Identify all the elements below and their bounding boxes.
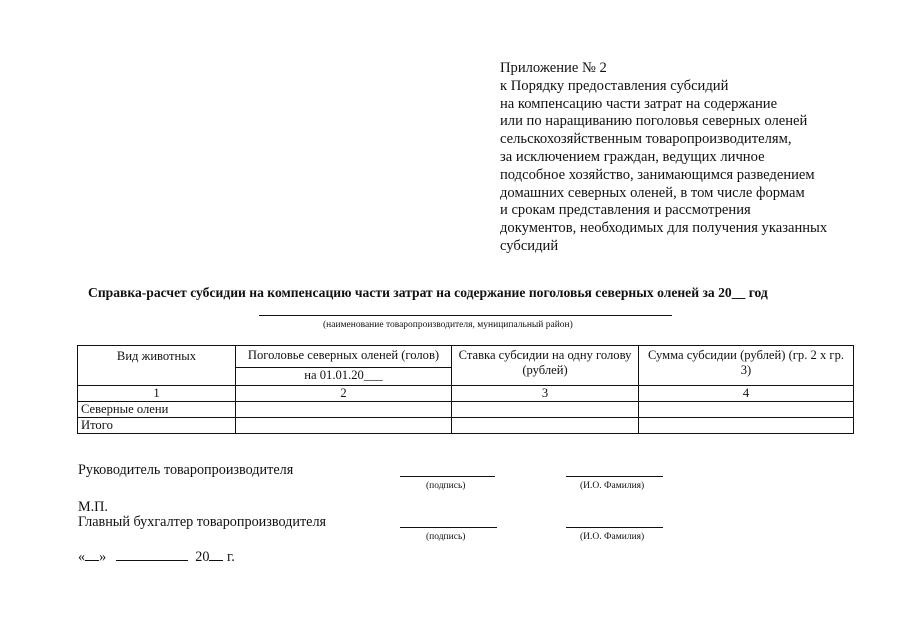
- table-number-row: [78, 386, 854, 402]
- signature-caption: (подпись): [426, 532, 466, 542]
- date-month-blank[interactable]: [116, 560, 188, 561]
- annex-line: субсидий: [500, 237, 559, 254]
- head-count-cell[interactable]: [236, 402, 452, 418]
- table-row: [78, 418, 854, 434]
- annex-line: на компенсацию части затрат на содержание: [500, 95, 778, 112]
- date-year-prefix: 20: [195, 549, 210, 565]
- annex-line: к Порядку предоставления субсидий: [500, 77, 729, 94]
- annex-line: подсобное хозяйство, занимающимся разведением: [500, 166, 815, 183]
- head-signature-line[interactable]: [400, 476, 495, 477]
- name-caption: (И.О. Фамилия): [580, 532, 645, 542]
- header-date: на 01.01.20___: [236, 368, 452, 386]
- accountant-signature-label: Главный бухгалтер товаропроизводителя: [78, 514, 327, 530]
- head-signature-label: Руководитель товаропроизводителя: [78, 462, 294, 478]
- calculation-table: [77, 345, 854, 434]
- table-header-row: [78, 346, 854, 368]
- row-label: Северные олени: [78, 402, 236, 418]
- header-subsidy-rate: Ставка субсидии на одну голову (рублей): [452, 346, 639, 386]
- col-number: 2: [236, 386, 452, 402]
- date-day-blank[interactable]: [85, 560, 99, 561]
- annex-line: за исключением граждан, ведущих личное: [500, 148, 765, 165]
- annex-line: Приложение № 2: [500, 60, 607, 76]
- annex-line: домашних северных оленей, в том числе формам: [500, 184, 805, 201]
- header-head-count: Поголовье северных оленей (голов): [236, 346, 452, 368]
- sum-cell[interactable]: [639, 418, 854, 434]
- date-close-quote: »: [99, 549, 107, 565]
- annex-line: сельскохозяйственным товаропроизводителям,: [500, 131, 792, 148]
- stamp-label: М.П.: [78, 499, 108, 515]
- col-number: 4: [639, 386, 854, 402]
- header-subsidy-sum: Сумма субсидии (рублей) (гр. 2 х гр. 3): [639, 346, 854, 386]
- annex-header: [500, 60, 880, 256]
- col-number: 3: [452, 386, 639, 402]
- annex-line: документов, необходимых для получения указанных: [500, 220, 828, 237]
- header-animal-type: Вид животных: [78, 346, 236, 386]
- table-row: [78, 402, 854, 418]
- rate-cell[interactable]: [452, 418, 639, 434]
- head-name-line[interactable]: [566, 476, 663, 477]
- sum-cell[interactable]: [639, 402, 854, 418]
- date-year-blank[interactable]: [209, 560, 223, 561]
- document-title: Справка-расчет субсидии на компенсацию части затрат на содержание поголовья северных оленей за 20__ год: [88, 285, 768, 300]
- annex-line: и срокам представления и рассмотрения: [500, 202, 751, 219]
- date-open-quote: «: [78, 549, 86, 565]
- accountant-signature-line[interactable]: [400, 527, 497, 528]
- producer-caption: (наименование товаропроизводителя, муниципальный район): [323, 320, 573, 330]
- rate-cell[interactable]: [452, 402, 639, 418]
- col-number: 1: [78, 386, 236, 402]
- accountant-name-line[interactable]: [566, 527, 663, 528]
- date-line: [78, 549, 235, 566]
- annex-line: или по наращиванию поголовья северных оленей: [500, 113, 808, 130]
- name-caption: (И.О. Фамилия): [580, 481, 645, 491]
- head-count-cell[interactable]: [236, 418, 452, 434]
- signature-caption: (подпись): [426, 481, 466, 491]
- date-year-suffix: г.: [227, 549, 235, 565]
- producer-name-line[interactable]: [259, 315, 672, 316]
- row-label: Итого: [78, 418, 236, 434]
